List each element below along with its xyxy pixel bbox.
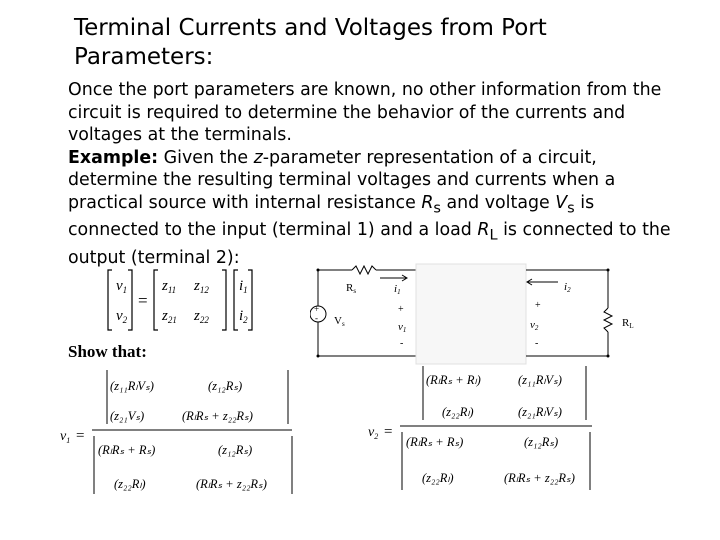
- svg-text:z11: $z_{11}$: [162, 278, 177, 295]
- svg-text:i1: i1: [394, 283, 401, 296]
- svg-text:i1: $i_1$: [239, 278, 248, 295]
- body-text: [68, 79, 680, 270]
- svg-text:(RₗRₛ + Rₗ): (RₗRₛ + Rₗ): [426, 373, 481, 387]
- example-label: Example:: [68, 147, 159, 168]
- two-port-box: [416, 264, 526, 364]
- v1-formula: [60, 366, 300, 498]
- svg-text:-: -: [400, 338, 404, 349]
- svg-text:Vs: Vs: [334, 315, 345, 328]
- svg-text:(RₗRₛ + z₂₂Rₛ): (RₗRₛ + z₂₂Rₛ): [196, 477, 267, 491]
- svg-text:+: +: [314, 304, 320, 314]
- svg-text:(z₂₂Rₗ): (z₂₂Rₗ): [442, 405, 474, 419]
- svg-text:v1: v1: [398, 321, 407, 334]
- svg-text:(z₂₁RₗVₛ): (z₂₁RₗVₛ): [518, 405, 562, 419]
- svg-text:(z₁₂Rₛ): (z₁₂Rₛ): [218, 443, 253, 457]
- svg-text:z22: $z_{22}$: [194, 308, 209, 325]
- svg-text:(RₗRₛ + Rₛ): (RₗRₛ + Rₛ): [98, 443, 156, 457]
- resistor-rs: [352, 266, 376, 274]
- z-matrix-equation: [104, 268, 264, 334]
- svg-text:+: +: [398, 304, 404, 315]
- svg-text:+: +: [535, 300, 541, 311]
- paragraph-example: Example: Given the z-parameter representation of a circuit, determine the resulting terminal voltages and currents when a practical source with internal resistance $R_s$ and voltage $V_s$ is connected to the input (terminal 1) and a load $R_L$ is connected to the output (terminal 2):: [68, 147, 671, 269]
- svg-text:(RₗRₛ + Rₛ): (RₗRₛ + Rₛ): [406, 435, 464, 449]
- svg-text:=: =: [384, 424, 393, 440]
- svg-text:(RₗRₛ + z₂₂Rₛ): (RₗRₛ + z₂₂Rₛ): [182, 409, 253, 423]
- svg-text:v2: v2: [530, 319, 539, 332]
- svg-text:z21: $z_{21}$: [162, 308, 177, 325]
- slide-title: Terminal Currents and Voltages from Port Parameters:: [74, 15, 547, 70]
- two-port-circuit: [310, 258, 650, 368]
- svg-text:(z₁₁RₗVₛ): (z₁₁RₗVₛ): [110, 379, 154, 393]
- v2-formula: [368, 362, 600, 494]
- svg-text:=: =: [76, 428, 85, 444]
- svg-text:(z₂₁Vₛ): (z₂₁Vₛ): [110, 409, 145, 423]
- paragraph-intro: Once the port parameters are known, no other information from the circuit is required to determine the behavior of the currents and voltages at the terminals.: [68, 80, 662, 145]
- svg-text:(RₗRₛ + z₂₂Rₛ): (RₗRₛ + z₂₂Rₛ): [504, 471, 575, 485]
- svg-text:-: -: [535, 338, 539, 349]
- svg-text:RL: RL: [622, 317, 634, 330]
- svg-text:i2: i2: [564, 281, 571, 294]
- svg-text:z12: $z_{12}$: [194, 278, 209, 295]
- svg-text:Rs: Rs: [346, 282, 357, 295]
- svg-text:(z₁₂Rₛ): (z₁₂Rₛ): [208, 379, 243, 393]
- svg-text:v1: $v_1$: [116, 278, 128, 295]
- svg-text:(z₂₂Rₗ): (z₂₂Rₗ): [114, 477, 146, 491]
- svg-text:(z₂₂Rₗ): (z₂₂Rₗ): [422, 471, 454, 485]
- svg-text:v2: $v_2$: [368, 425, 379, 441]
- svg-text:(z₁₁RₗVₛ): (z₁₁RₗVₛ): [518, 373, 562, 387]
- svg-text:(z₁₂Rₛ): (z₁₂Rₛ): [524, 435, 559, 449]
- svg-text:v2: $v_2$: [116, 308, 128, 325]
- svg-text:v1: $v_1$: [60, 429, 71, 445]
- resistor-rl: [604, 308, 612, 332]
- svg-text:=: =: [138, 291, 148, 310]
- svg-text:i2: $i_2$: [239, 308, 248, 325]
- show-that-label: Show that:: [68, 342, 147, 361]
- svg-text:-: -: [315, 313, 318, 323]
